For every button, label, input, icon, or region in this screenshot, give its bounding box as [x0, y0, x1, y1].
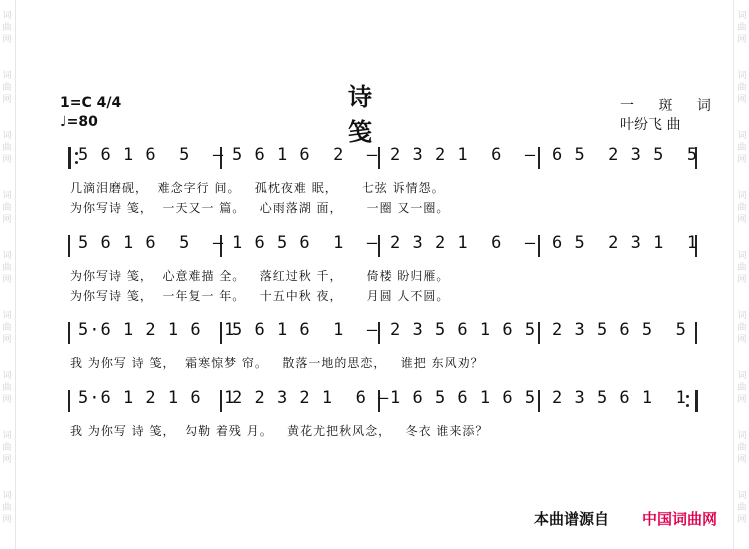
measure-notes: 2 3 2 1 6 – [390, 145, 537, 165]
measure-notes: 5·6 1 2 1 6 1 [78, 388, 236, 408]
measure-notes: 2 2 3 2 1 6 – [232, 388, 390, 408]
watermark-text: 词 曲 网 [737, 431, 747, 465]
bar-line [68, 390, 70, 412]
lyric-line: 为你写诗 笺， 一年复一 年。 十五中秋 夜， 月圆 人不圆。 [70, 289, 450, 303]
right-watermark [735, 0, 749, 549]
measure-notes: 5·6 1 2 1 6 1 [78, 320, 236, 340]
tempo-marking: ♩=80 [60, 114, 98, 130]
watermark-text: 词 曲 网 [2, 191, 12, 225]
measure-notes: 1 6 5 6 1 6 5 [390, 388, 537, 408]
lyric-line: 我 为你写 诗 笺， 霜寒惊梦 帘。 散落一地的思恋， 谁把 东风劝？ [70, 356, 484, 370]
watermark-text: 词 曲 网 [2, 431, 12, 465]
lyric-line: 我 为你写 诗 笺， 勾勒 着残 月。 黄花尤把秋风念， 冬衣 谁来添？ [70, 424, 489, 438]
watermark-text: 词 曲 网 [2, 11, 12, 45]
bar-line [68, 322, 70, 344]
measure-notes: 5 6 1 6 5 – [78, 233, 225, 253]
lyricist-credit: 一 斑 词 [620, 98, 721, 114]
watermark-text: 词 曲 网 [2, 311, 12, 345]
watermark-text: 词 曲 网 [2, 371, 12, 405]
measure-notes: 2 3 5 6 1 6 5 [390, 320, 537, 340]
lyric-line: 为你写诗 笺， 心意难描 全。 落红过秋 千， 倚楼 盼归雁。 [70, 269, 450, 283]
watermark-text: 词 曲 网 [737, 131, 747, 165]
watermark-text: 词 曲 网 [737, 191, 747, 225]
lyric-line: 几滴泪磨砚， 难念字行 间。 孤枕夜难 眠， 七弦 诉情怨。 [70, 181, 445, 195]
bar-line [68, 147, 71, 169]
source-label: 本曲谱源自 [533, 510, 609, 528]
bar-line [68, 235, 70, 257]
measure-notes: 2 3 2 1 6 – [390, 233, 537, 253]
composer-credit: 叶纷飞 曲 [620, 117, 681, 133]
measure-notes: 6 5 2 3 5 5 [552, 145, 699, 165]
watermark-text: 词 曲 网 [737, 251, 747, 285]
watermark-text: 词 曲 网 [2, 131, 12, 165]
song-title: 诗 笺 [348, 83, 412, 146]
measure-notes: 2 3 5 6 5 5 [552, 320, 687, 340]
measure-notes: 6 5 2 3 1 1 [552, 233, 699, 253]
watermark-text: 词 曲 网 [737, 371, 747, 405]
watermark-text: 词 曲 网 [2, 491, 12, 525]
measure-notes: 5 6 1 6 1 – [232, 320, 379, 340]
watermark-text: 词 曲 网 [737, 491, 747, 525]
left-watermark [0, 0, 14, 549]
measure-notes: 5 6 1 6 2 – [232, 145, 379, 165]
measure-notes: 1 6 5 6 1 – [232, 233, 379, 253]
key-signature: 1=C 4/4 [60, 95, 122, 111]
measure-notes: 5 6 1 6 5 – [78, 145, 225, 165]
watermark-text: 词 曲 网 [2, 71, 12, 105]
measure-notes: 2 3 5 6 1 1 [552, 388, 687, 408]
watermark-text: 词 曲 网 [2, 251, 12, 285]
lyric-line: 为你写诗 笺， 一天又一 篇。 心雨落湖 面， 一圈 又一圈。 [70, 201, 450, 215]
site-name: 中国词曲网 [641, 510, 717, 528]
watermark-text: 词 曲 网 [737, 71, 747, 105]
watermark-text: 词 曲 网 [737, 311, 747, 345]
watermark-text: 词 曲 网 [737, 11, 747, 45]
